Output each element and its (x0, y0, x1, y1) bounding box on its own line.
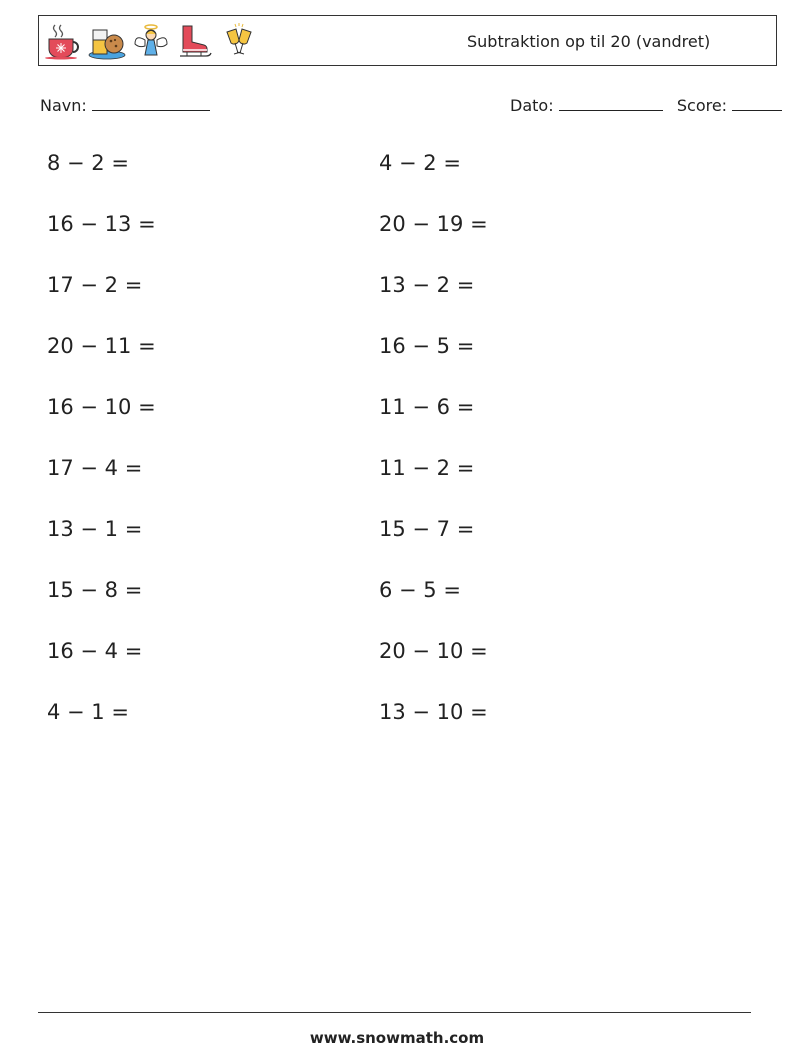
problem-left-7: 13 − 1 = (47, 517, 143, 541)
problem-right-2: 20 − 19 = (379, 212, 488, 236)
milk-and-cookie-icon (87, 22, 127, 60)
date-blank[interactable] (559, 94, 663, 111)
champagne-toast-icon (219, 22, 259, 60)
problem-right-1: 4 − 2 = (379, 151, 461, 175)
problem-left-6: 17 − 4 = (47, 456, 143, 480)
header-box (38, 15, 777, 66)
problem-left-4: 20 − 11 = (47, 334, 156, 358)
angel-icon (131, 22, 171, 60)
problem-left-1: 8 − 2 = (47, 151, 129, 175)
ice-skate-icon (175, 22, 215, 60)
problem-right-5: 11 − 6 = (379, 395, 475, 419)
problem-left-2: 16 − 13 = (47, 212, 156, 236)
problem-left-9: 16 − 4 = (47, 639, 143, 663)
problem-left-8: 15 − 8 = (47, 578, 143, 602)
problem-left-10: 4 − 1 = (47, 700, 129, 724)
problem-right-10: 13 − 10 = (379, 700, 488, 724)
score-blank[interactable] (732, 94, 782, 111)
header-icons (43, 22, 259, 60)
problem-left-5: 16 − 10 = (47, 395, 156, 419)
problem-left-3: 17 − 2 = (47, 273, 143, 297)
score-label: Score: (676, 96, 728, 115)
worksheet-title: Subtraktion op til 20 (vandret) (467, 32, 711, 51)
name-blank[interactable] (92, 94, 210, 111)
problem-right-4: 16 − 5 = (379, 334, 475, 358)
problem-right-9: 20 − 10 = (379, 639, 488, 663)
name-label: Navn: (40, 96, 87, 115)
name-field (40, 94, 210, 116)
problem-right-8: 6 − 5 = (379, 578, 461, 602)
date-label: Dato: (510, 96, 554, 115)
date-score-field (510, 94, 782, 116)
problem-right-6: 11 − 2 = (379, 456, 475, 480)
problem-right-3: 13 − 2 = (379, 273, 475, 297)
hot-drink-cup-icon (43, 22, 83, 60)
problem-right-7: 15 − 7 = (379, 517, 475, 541)
footer-divider (38, 1012, 751, 1013)
footer-url: www.snowmath.com (309, 1029, 485, 1047)
